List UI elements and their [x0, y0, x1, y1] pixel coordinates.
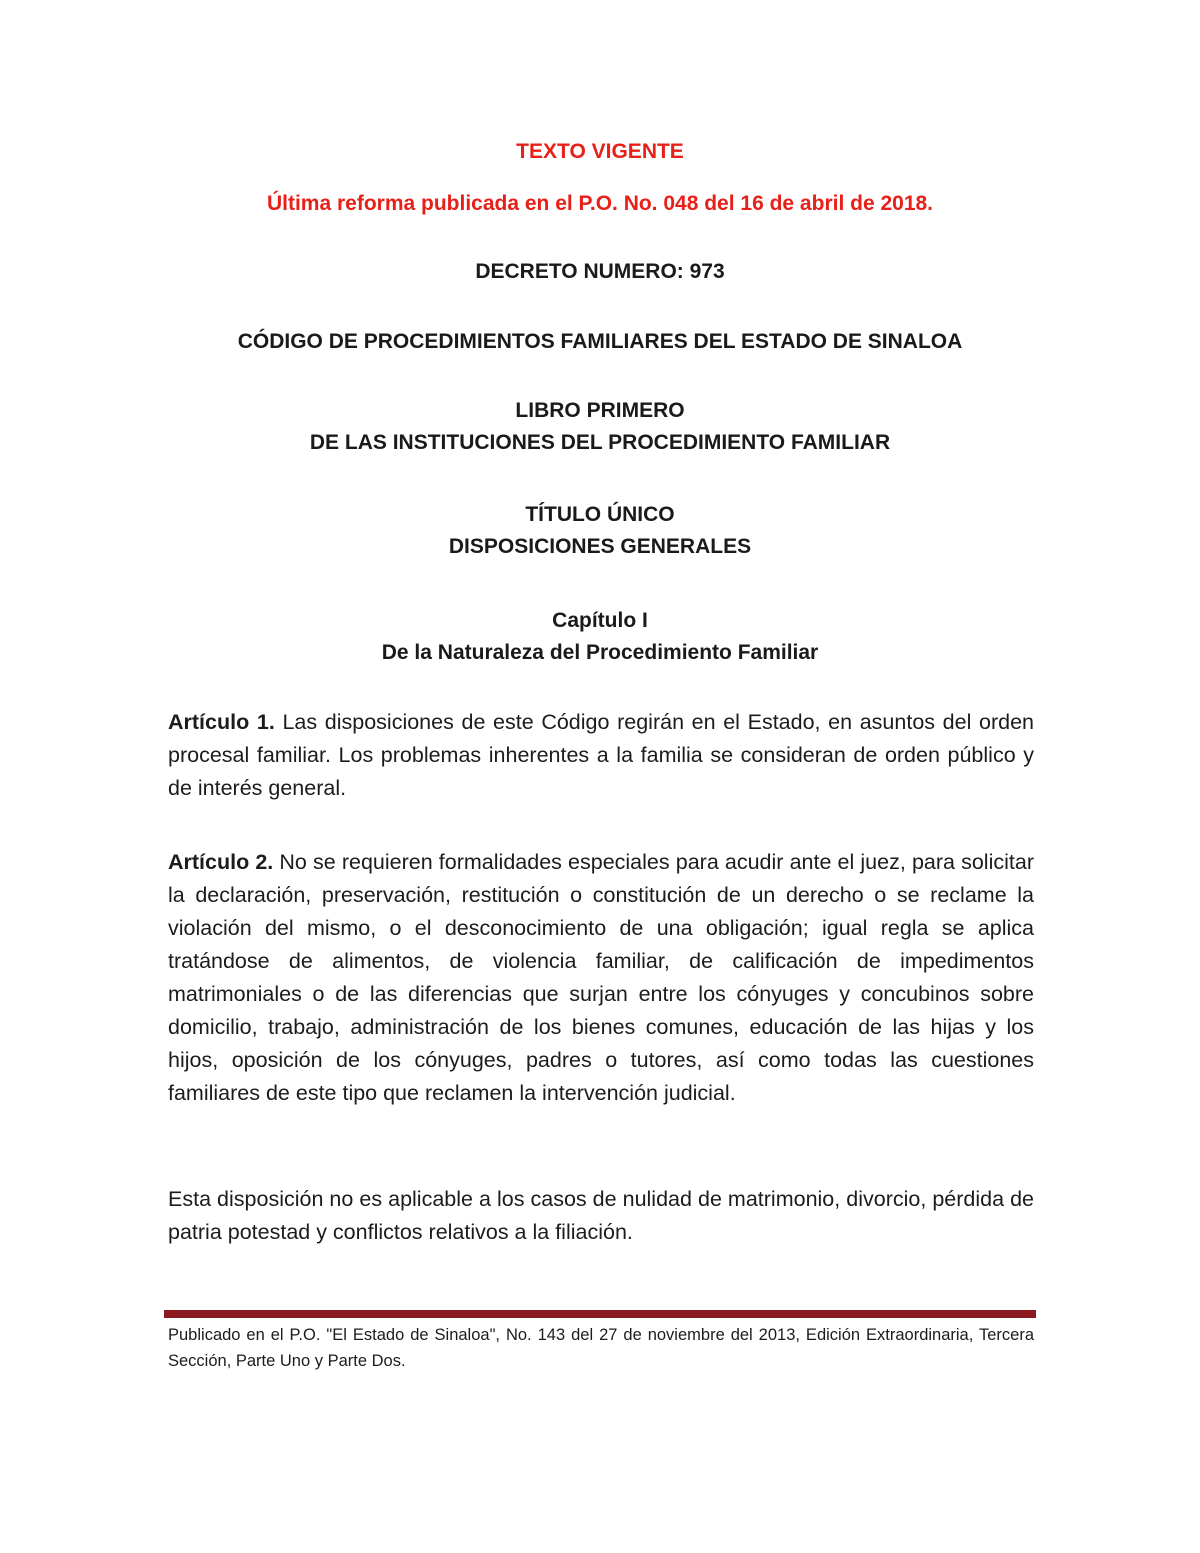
article-2 — [168, 846, 1034, 1110]
book-label: LIBRO PRIMERO — [515, 399, 685, 422]
last-reform-note: Última reforma publicada en el P.O. No. 048 del 16 de abril de 2018. — [266, 192, 934, 215]
article-2-exception: Esta disposición no es aplicable a los casos de nulidad de matrimonio, divorcio, pérdida de patria potestad y conflictos relativos a la filiación. — [168, 1187, 1034, 1244]
decree-number: DECRETO NUMERO: 973 — [475, 260, 725, 283]
chapter-name: De la Naturaleza del Procedimiento Familiar — [381, 641, 819, 664]
chapter-heading — [0, 605, 1200, 669]
status-heading: TEXTO VIGENTE — [516, 140, 684, 163]
chapter-label: Capítulo I — [552, 609, 648, 632]
book-heading — [0, 395, 1200, 459]
code-title: CÓDIGO DE PROCEDIMIENTOS FAMILIARES DEL ESTADO DE SINALOA — [237, 330, 963, 353]
article-2-text: No se requieren formalidades especiales para acudir ante el juez, para solicitar la declaración, preservación, restitución o constitución de un derecho o se reclame la violación del mismo, o el desconocimiento de una obligación; igual regla se aplica tratándose de alimentos, de violencia familiar, de calificación de impedimentos matrimoniales o de las diferencias que surjan entre los cónyuges y concubinos sobre domicilio, trabajo, administración de los bienes comunes, educación de las hijas y los hijos, oposición de los cónyuges, padres o tutores, así como todas las cuestiones familiares de este tipo que reclamen la intervención judicial. — [168, 850, 1034, 1105]
article-1-label: Artículo 1. — [168, 710, 275, 734]
book-name: DE LAS INSTITUCIONES DEL PROCEDIMIENTO FAMILIAR — [309, 431, 891, 454]
title-heading — [0, 499, 1200, 563]
article-2-label: Artículo 2. — [168, 850, 274, 874]
publication-footnote: Publicado en el P.O. "El Estado de Sinaloa", No. 143 del 27 de noviembre del 2013, Edición Extraordinaria, Tercera Sección, Parte Uno y Parte Dos. — [168, 1326, 1034, 1370]
title-name: DISPOSICIONES GENERALES — [448, 535, 752, 558]
title-label: TÍTULO ÚNICO — [525, 503, 675, 526]
article-1-text: Las disposiciones de este Código regirán en el Estado, en asuntos del orden procesal familiar. Los problemas inherentes a la familia se consideran de orden público y de interés general. — [168, 710, 1034, 800]
footer-divider — [164, 1310, 1036, 1318]
article-1 — [168, 706, 1034, 805]
